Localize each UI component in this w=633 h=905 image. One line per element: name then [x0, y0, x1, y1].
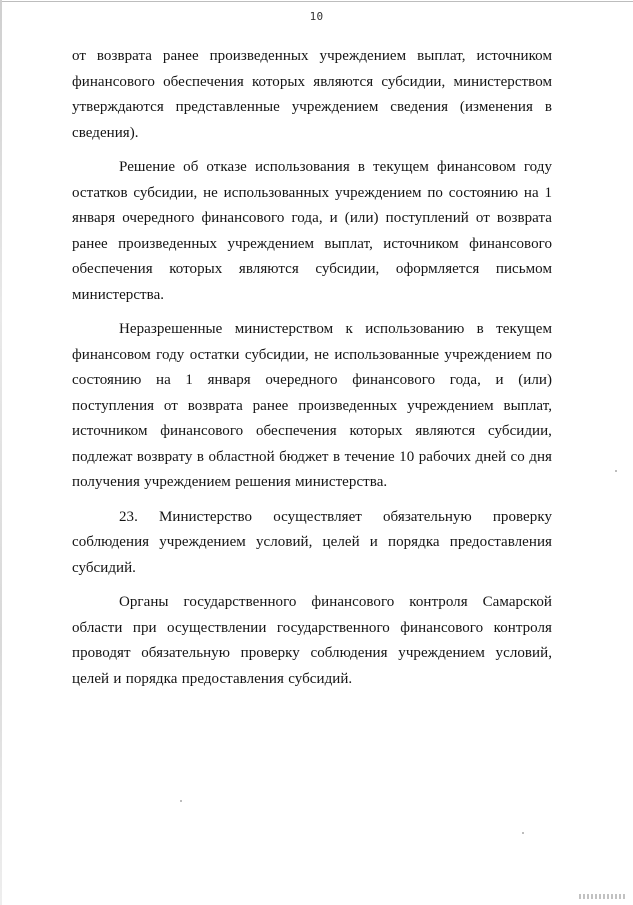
scan-speck	[522, 832, 524, 834]
page-number: 10	[309, 10, 324, 23]
paragraph-item-23: 23. Министерство осуществляет обязательную проверку соблюдения учреждением условий, целей и порядка предоставления субсидий.	[72, 508, 552, 576]
scan-speck	[180, 800, 182, 802]
page-top-edge	[0, 1, 633, 2]
paragraph-unpermitted-balances: Неразрешенные министерством к использованию в текущем финансовом году остатки субсидии, не использованные учреждением по состоянию на 1 января очередного финансового года, и (или) поступления от возврата ранее произведенных учреждением выплат, источником финансового обеспечения которых являются субсидии, подлежат возврату в областной бюджет в течение 10 рабочих дней со дня получения учреждением решения министерства.	[72, 321, 552, 490]
document-body	[72, 44, 552, 701]
paragraph-refusal-decision: Решение об отказе использования в текущем финансовом году остатков субсидии, не использованных учреждением по состоянию на 1 января очередного финансового года, и (или) поступлений от возврата ранее произведенных учреждением выплат, источником финансового обеспечения которых являются субсидии, оформляется письмом министерства.	[72, 159, 552, 303]
scan-smudge	[579, 894, 625, 899]
paragraph-financial-control: Органы государственного финансового контроля Самарской области при осуществлении государственного финансового контроля проводят обязательную проверку соблюдения учреждением условий, целей и порядка предоставления субсидий.	[72, 594, 552, 687]
paragraph-continuation: от возврата ранее произведенных учреждением выплат, источником финансового обеспечения которых являются субсидии, министерством утверждаются представленные учреждением сведения (изменения в сведения).	[72, 48, 552, 141]
scan-speck	[615, 470, 617, 472]
scan-left-edge	[0, 0, 2, 905]
